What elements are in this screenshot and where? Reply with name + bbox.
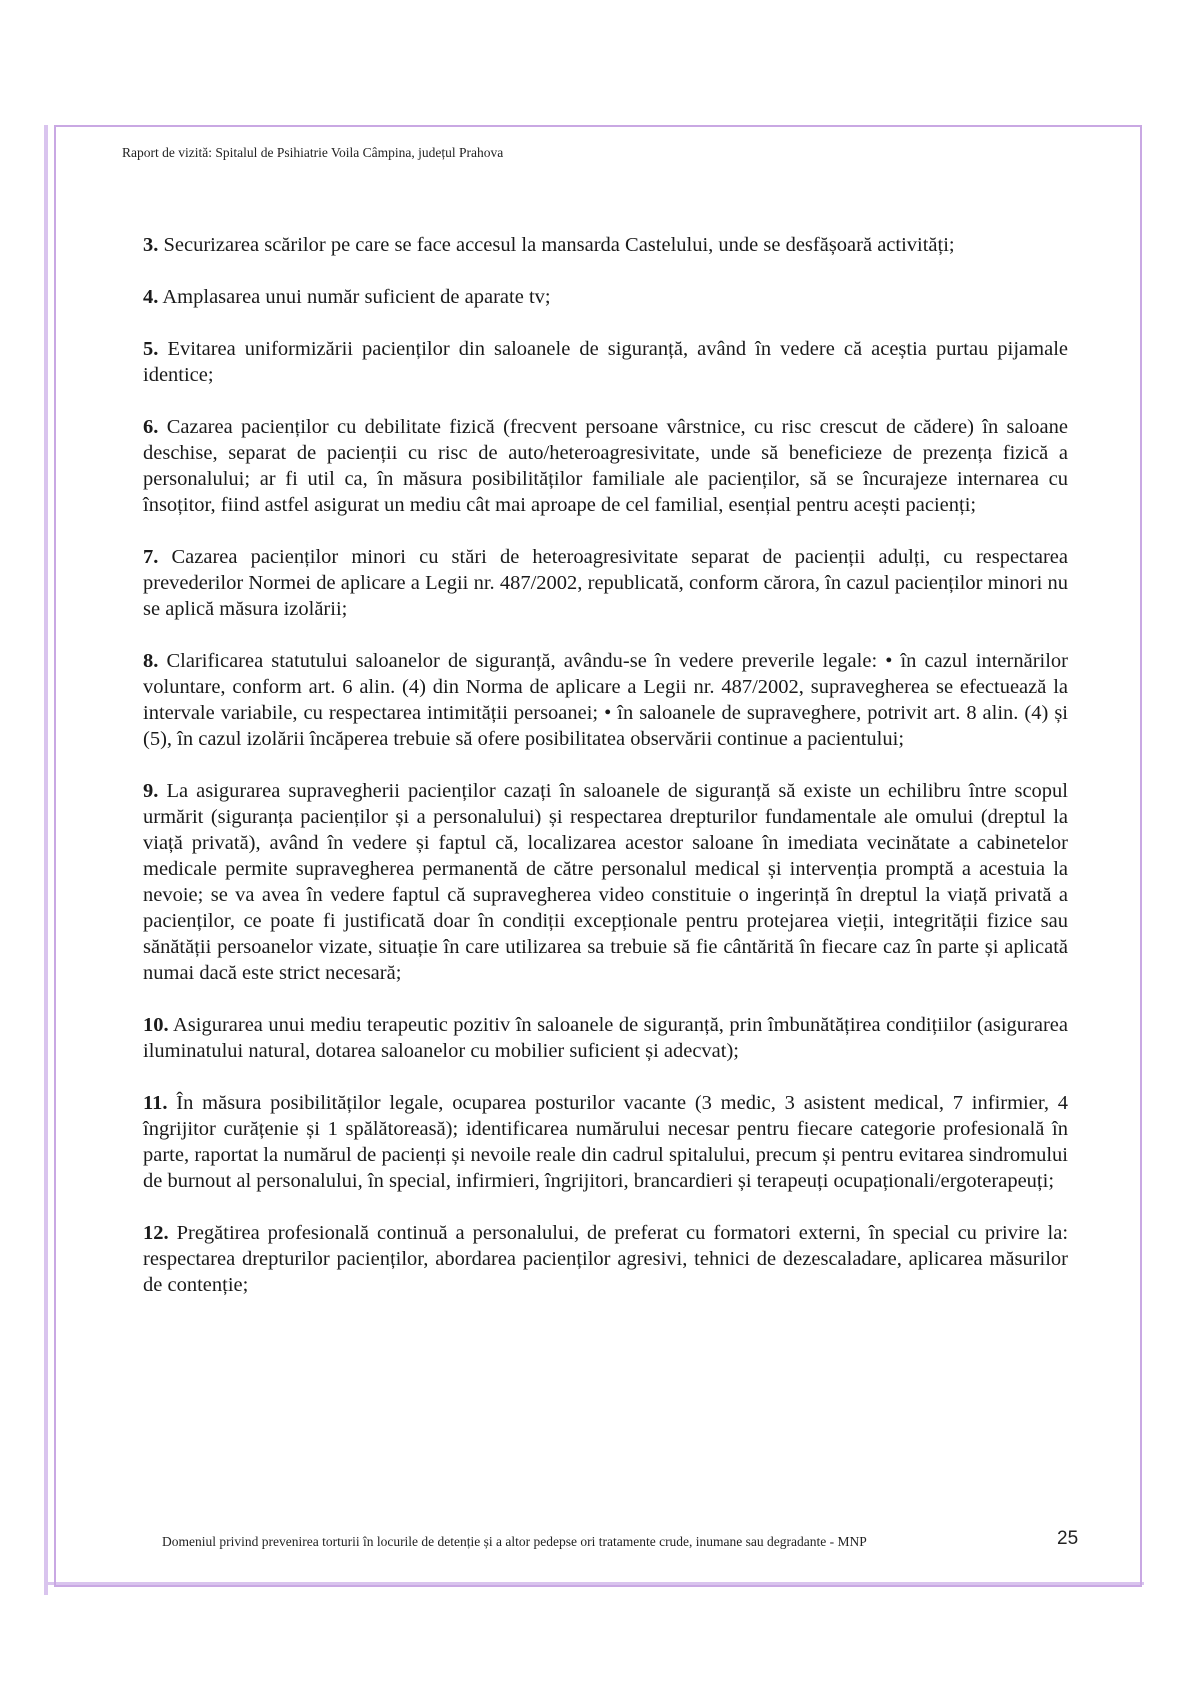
recommendation-item-3 [143,232,1068,258]
frame-left-shadow [44,125,48,1595]
item-text: Securizarea scărilor pe care se face accesul la mansarda Castelului, unde se desfășoară activități; [163,234,955,256]
item-text: Clarificarea statutului saloanelor de siguranță, avându-se în vedere preverile legale: • în cazul internărilor voluntare, conform art. 6 alin. (4) din Norma de aplicare a Legii nr. 487/2002, supravegherea se efectuează la intervale variabile, cu respectarea intimității persoanei; • în saloanele de supraveghere, potrivit art. 8 alin. (4) și (5), în cazul izolării încăperea trebuie să ofere posibilitatea observării continue a pacientului; [143,650,1068,750]
item-text: Cazarea pacienților cu debilitate fizică (frecvent persoane vârstnice, cu risc crescut de cădere) în saloane deschise, separat de pacienții cu risc de auto/heteroagresivitate, unde să beneficieze de prezența fizică a personalului; ar fi util ca, în măsura posibilităților familiale ale pacienților, să se încurajeze internarea cu însoțitor, fiind astfel asigurat un mediu cât mai aproape de cel familial, esențial pentru acești pacienți; [143,416,1068,516]
item-number: 6. [143,416,159,438]
recommendation-item-5 [143,336,1068,388]
item-number: 11. [143,1092,168,1114]
item-text: Cazarea pacienților minori cu stări de heteroagresivitate separat de pacienții adulți, cu respectarea prevederilor Normei de aplicare a Legii nr. 487/2002, republicată, conform cărora, în cazul pacienților minori nu se aplică măsura izolării; [143,546,1069,620]
recommendation-item-4 [143,284,1068,310]
recommendation-item-7 [143,544,1068,622]
recommendation-item-9 [143,778,1068,986]
item-number: 9. [143,780,159,802]
running-header: Raport de vizită: Spitalul de Psihiatrie Voila Câmpina, județul Prahova [122,145,504,160]
item-text: Pregătirea profesională continuă a personalului, de preferat cu formatori externi, în special cu privire la: respectarea drepturilor pacienților, abordarea pacienților agresivi, tehnici de dezescaladare, aplicarea măsurilor de contenție; [143,1222,1069,1296]
item-number: 7. [143,546,159,568]
item-number: 4. [143,286,159,308]
item-number: 3. [143,234,159,256]
item-number: 5. [143,338,159,360]
recommendation-item-8 [143,648,1068,752]
item-number: 12. [143,1222,169,1244]
item-text: Asigurarea unui mediu terapeutic pozitiv în saloanele de siguranță, prin îmbunătățirea condițiilor (asigurarea iluminatului natural, dotarea saloanelor cu mobilier suficient și adecvat); [143,1014,1068,1062]
item-text: La asigurarea supravegherii pacienților cazați în saloanele de siguranță să existe un echilibru între scopul urmărit (siguranța pacienților și a personalului) și respectarea drepturilor fundamentale ale omului (dreptul la viață privată), având în vedere și faptul că, localizarea acestor saloane în imediata vecinătate a cabinetelor medicale permite supravegherea permanentă de către personalul medical și intervenția promptă a acestuia la nevoie; se va avea în vedere faptul că supravegherea video constituie o ingerință în dreptul la viață privată a pacienților, ce poate fi justificată doar în condiții excepționale pentru protejarea vieții, integrității fizice sau sănătății persoanelor vizate, situație în care utilizarea sa trebuie să fie cântărită în fiecare caz în parte și aplicată numai dacă este strict necesară; [143,780,1069,984]
item-text: Amplasarea unui număr suficient de aparate tv; [162,286,551,308]
item-text: Evitarea uniformizării pacienților din saloanele de siguranță, având în vedere că aceștia purtau pijamale identice; [143,338,1068,386]
recommendation-item-10 [143,1012,1068,1064]
item-text: În măsura posibilităților legale, ocuparea posturilor vacante (3 medic, 3 asistent medical, 7 infirmier, 4 îngrijitor curățenie și 1 spălătoreasă); identificarea numărului necesar pentru fiecare categorie profesională în parte, raportat la numărul de pacienți și nevoile reale din cadrul spitalului, precum și pentru evitarea sindromului de burnout al personalului, în special, infirmieri, îngrijitori, brancardieri și terapeuți ocupaționali/ergoterapeuți; [143,1092,1068,1192]
footer-text: Domeniul privind prevenirea torturii în locurile de detenție și a altor pedepse ori tratamente crude, inumane sau degradante - MNP [162,1534,867,1549]
recommendation-item-11 [143,1090,1068,1194]
recommendations-list [143,232,1068,1324]
item-number: 8. [143,650,159,672]
page-number: 25 [1057,1528,1079,1549]
recommendation-item-12 [143,1220,1068,1298]
item-number: 10. [143,1014,169,1036]
recommendation-item-6 [143,414,1068,518]
